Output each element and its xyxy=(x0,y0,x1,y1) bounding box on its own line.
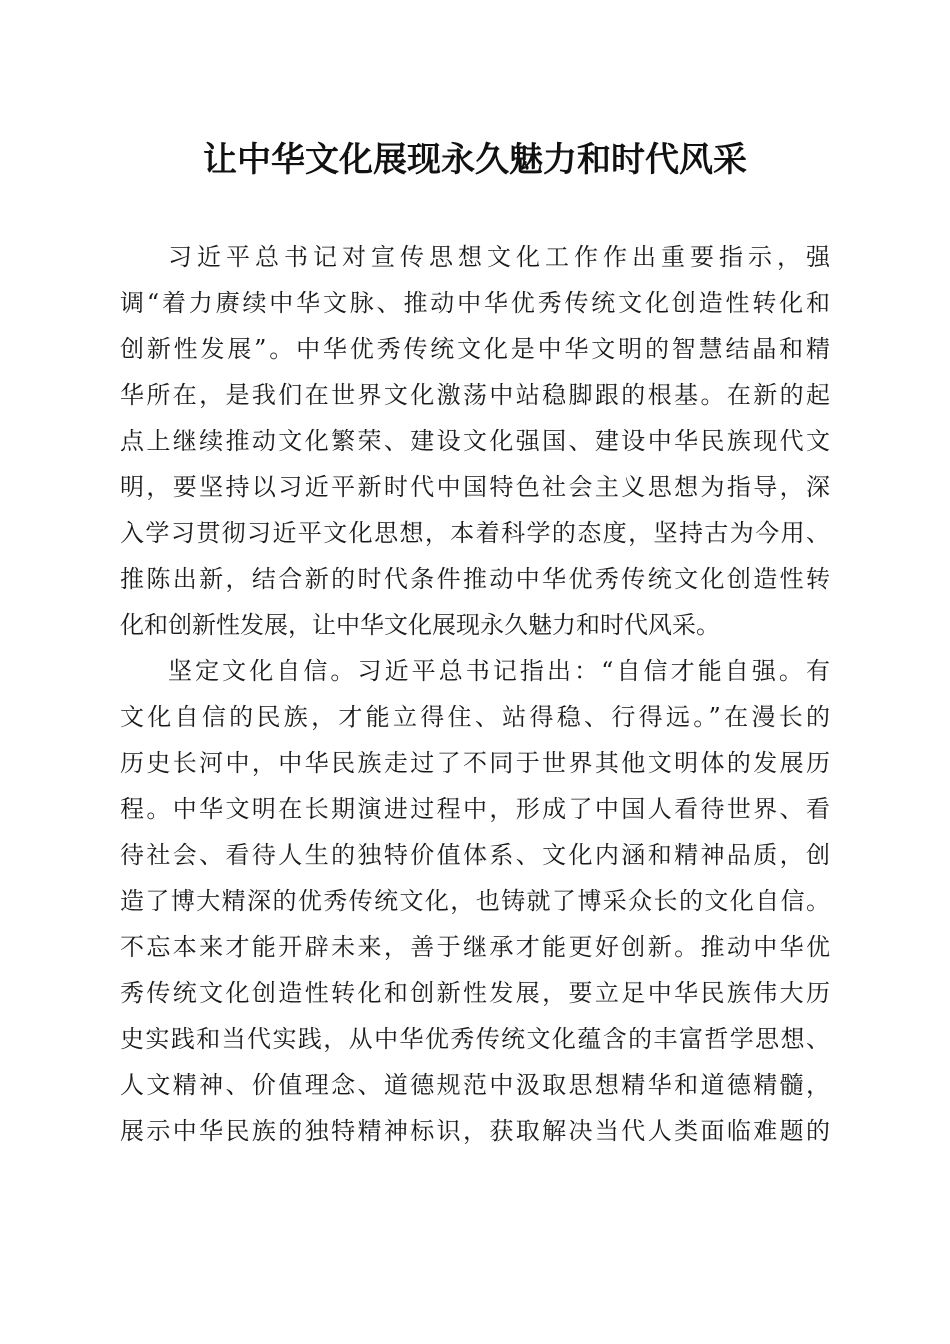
paragraph-line: 秀传统文化创造性转化和创新性发展，要立足中华民族伟大历 xyxy=(120,979,830,1007)
paragraph-line: 明，要坚持以习近平新时代中国特色社会主义思想为指导，深 xyxy=(120,473,830,501)
paragraph-line: 造了博大精深的优秀传统文化，也铸就了博采众长的文化自信。 xyxy=(120,887,830,915)
paragraph-line: 人文精神、价值理念、道德规范中汲取思想精华和道德精髓， xyxy=(120,1071,830,1099)
paragraph-line: 不忘本来才能开辟未来，善于继承才能更好创新。推动中华优 xyxy=(120,933,830,961)
document-title: 让中华文化展现永久魅力和时代风采 xyxy=(203,140,747,180)
paragraph-line: 推陈出新，结合新的时代条件推动中华优秀传统文化创造性转 xyxy=(120,565,830,593)
document-body xyxy=(120,234,830,1154)
paragraph-line: 文化自信的民族，才能立得住、站得稳、行得远。”在漫长的 xyxy=(120,703,830,731)
paragraph-line: 华所在，是我们在世界文化激荡中站稳脚跟的根基。在新的起 xyxy=(120,381,830,409)
paragraph-2 xyxy=(120,648,830,1154)
paragraph-line: 待社会、看待人生的独特价值体系、文化内涵和精神品质，创 xyxy=(120,841,830,869)
paragraph-line: 创新性发展”。中华优秀传统文化是中华文明的智慧结晶和精 xyxy=(120,335,830,363)
paragraph-line: 展示中华民族的独特精神标识，获取解决当代人类面临难题的 xyxy=(120,1117,830,1145)
paragraph-line: 点上继续推动文化繁荣、建设文化强国、建设中华民族现代文 xyxy=(120,427,830,455)
paragraph-line: 程。中华文明在长期演进过程中，形成了中国人看待世界、看 xyxy=(120,795,830,823)
paragraph-line: 习近平总书记对宣传思想文化工作作出重要指示，强 xyxy=(168,243,830,271)
paragraph-line: 历史长河中，中华民族走过了不同于世界其他文明体的发展历 xyxy=(120,749,830,777)
paragraph-line: 化和创新性发展，让中华文化展现永久魅力和时代风采。 xyxy=(120,611,720,639)
paragraph-line: 入学习贯彻习近平文化思想，本着科学的态度，坚持古为今用、 xyxy=(120,519,830,547)
paragraph-line: 调“着力赓续中华文脉、推动中华优秀传统文化创造性转化和 xyxy=(120,289,830,317)
paragraph-1 xyxy=(120,234,830,648)
paragraph-line: 坚定文化自信。习近平总书记指出：“自信才能自强。有 xyxy=(168,657,830,685)
paragraph-line: 史实践和当代实践，从中华优秀传统文化蕴含的丰富哲学思想、 xyxy=(120,1025,830,1053)
